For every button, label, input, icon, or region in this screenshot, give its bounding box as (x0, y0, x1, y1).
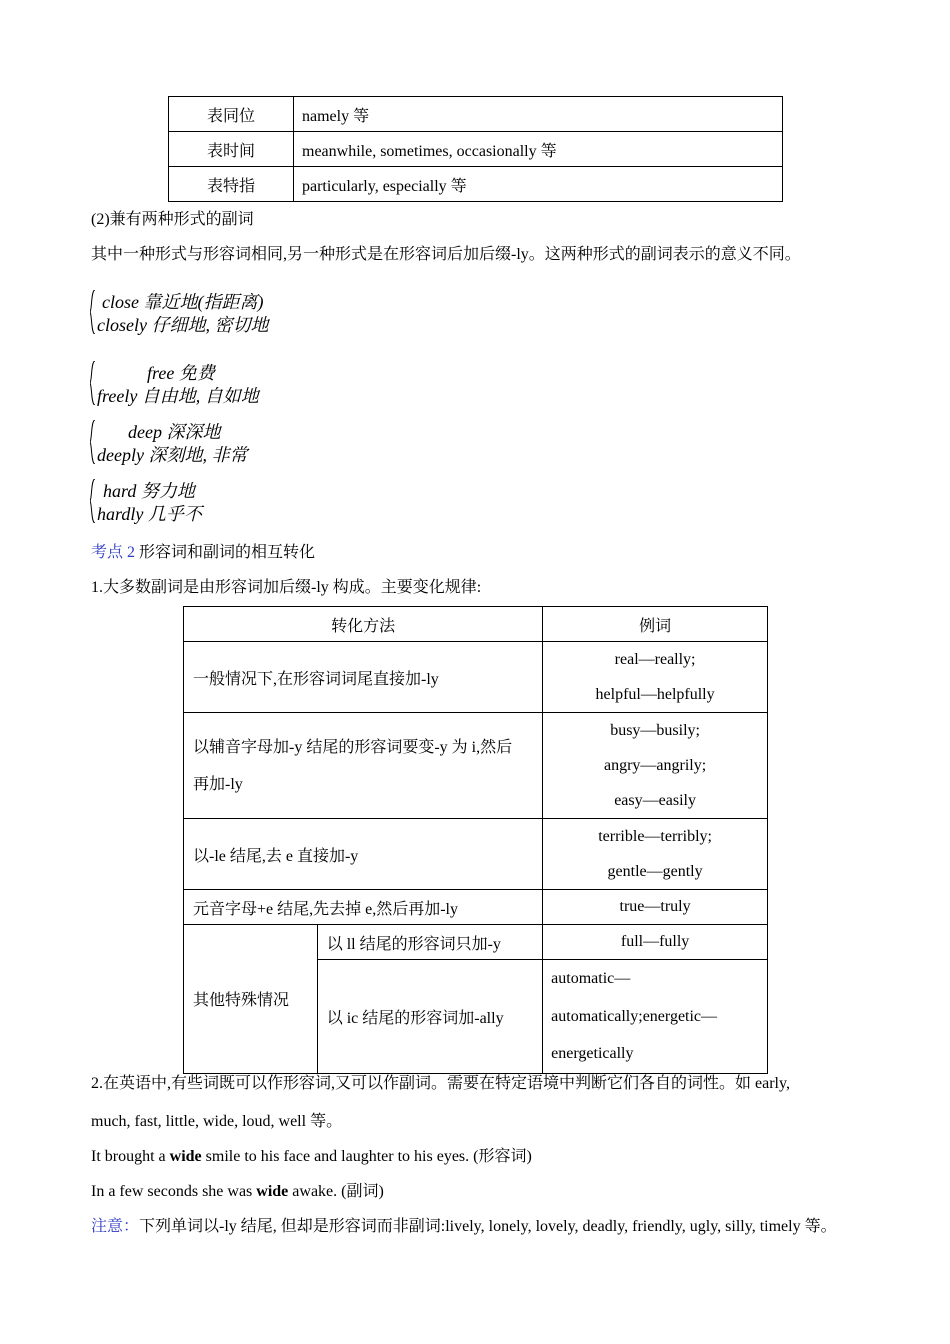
example-sentence-2 (91, 1178, 384, 1201)
example-word: automatic— (551, 970, 631, 987)
table-row (169, 132, 783, 167)
example-word: angry—angrily; (603, 757, 707, 774)
table-row (169, 97, 783, 132)
example-sentence-1 (91, 1143, 532, 1166)
table-row (184, 925, 768, 960)
example-word: automatically;energetic— (551, 1007, 718, 1025)
example-text: In a few seconds she was (91, 1183, 257, 1200)
brace-icon (90, 479, 96, 523)
rule-method: 元音字母+e 结尾,先去掉 e,然后再加-ly (184, 890, 543, 925)
word-pair-top: free 免费 (147, 363, 215, 383)
conversion-rules-table (183, 606, 768, 1074)
note-label: 注意： (91, 1218, 140, 1235)
example-text: awake. (副词) (288, 1183, 384, 1200)
section-description: 其中一种形式与形容词相同,另一种形式是在形容词后加后缀-ly。这两种形式的副词表示的意义不同。 (91, 246, 801, 263)
rule-method-line: 再加-ly (193, 775, 243, 793)
rule-group: 其他特殊情况 (184, 925, 318, 1074)
section-heading: (2)兼有两种形式的副词 (91, 211, 254, 228)
table-row (184, 890, 768, 925)
word-pair (90, 477, 310, 527)
table-row (184, 713, 768, 819)
rule-method-line: 以辅音字母加-y 结尾的形容词要变-y 为 i,然后 (193, 738, 513, 756)
word-pair-bottom: freely 自由地, 自如地 (97, 386, 259, 406)
note-text: 下列单词以-ly 结尾, 但却是形容词而非副词:lively, lonely, lovely, deadly, friendly, ugly, silly, timely 等。 (139, 1218, 837, 1235)
rule-method: 以 ic 结尾的形容词加-ally (317, 960, 542, 1074)
rule-method: 以 ll 结尾的形容词只加-y (317, 925, 542, 960)
word-pair (90, 418, 310, 468)
kaodian-title: 形容词和副词的相互转化 (135, 544, 316, 561)
table-header-row (184, 607, 768, 642)
example-word: gentle—gently (607, 863, 703, 880)
table-cell-content: namely 等 (294, 97, 783, 132)
table-cell-label: 表时间 (169, 132, 294, 167)
brace-icon (90, 361, 96, 405)
table-row (184, 819, 768, 890)
word-pair (90, 288, 310, 338)
rule-example (543, 819, 768, 890)
rule-method (184, 713, 543, 819)
table-row (184, 642, 768, 713)
word-pair-bottom: closely 仔细地, 密切地 (97, 315, 269, 335)
table-cell-label: 表同位 (169, 97, 294, 132)
example-keyword: wide (169, 1148, 202, 1165)
example-word: helpful—helpfully (595, 686, 715, 703)
header-example: 例词 (543, 607, 768, 642)
rule-example: full—fully (543, 925, 768, 960)
word-pair-top: deep 深深地 (128, 422, 221, 442)
brace-icon (90, 420, 96, 464)
rule-example: true—truly (543, 890, 768, 925)
point-2-line-1: 2.在英语中,有些词既可以作形容词,又可以作副词。需要在特定语境中判断它们各自的词性。如 early, (91, 1075, 790, 1092)
word-pair-top: hard 努力地 (103, 481, 195, 501)
rule-example (543, 642, 768, 713)
table-row (169, 167, 783, 202)
example-text: It brought a (91, 1148, 170, 1165)
word-pair-top: close 靠近地(指距离) (102, 292, 264, 312)
example-word: terrible—terribly; (598, 828, 712, 845)
kaodian-label: 考点 2 (91, 544, 136, 561)
table-cell-content: meanwhile, sometimes, occasionally 等 (294, 132, 783, 167)
rule-example (543, 960, 768, 1074)
word-pair-bottom: hardly 几乎不 (97, 504, 202, 524)
rule-example (543, 713, 768, 819)
table-cell-content: particularly, especially 等 (294, 167, 783, 202)
brace-icon (90, 290, 96, 334)
example-text: smile to his face and laughter to his eyes. (形容词) (201, 1148, 532, 1165)
word-pair-bottom: deeply 深刻地, 非常 (97, 445, 248, 465)
rule-method: 一般情况下,在形容词词尾直接加-ly (184, 642, 543, 713)
kaodian-heading (91, 539, 315, 562)
example-keyword: wide (256, 1183, 289, 1200)
adverb-category-table (168, 96, 783, 202)
point-1: 1.大多数副词是由形容词加后缀-ly 构成。主要变化规律: (91, 579, 482, 596)
example-word: busy—busily; (610, 722, 700, 739)
word-pair (90, 359, 310, 409)
header-method: 转化方法 (184, 607, 543, 642)
table-cell-label: 表特指 (169, 167, 294, 202)
example-word: real—really; (614, 651, 696, 668)
rule-method: 以-le 结尾,去 e 直接加-y (184, 819, 543, 890)
point-2-line-2: much, fast, little, wide, loud, well 等。 (91, 1113, 343, 1130)
note (91, 1213, 837, 1236)
example-word: energetically (551, 1045, 634, 1062)
example-word: easy—easily (614, 792, 696, 809)
